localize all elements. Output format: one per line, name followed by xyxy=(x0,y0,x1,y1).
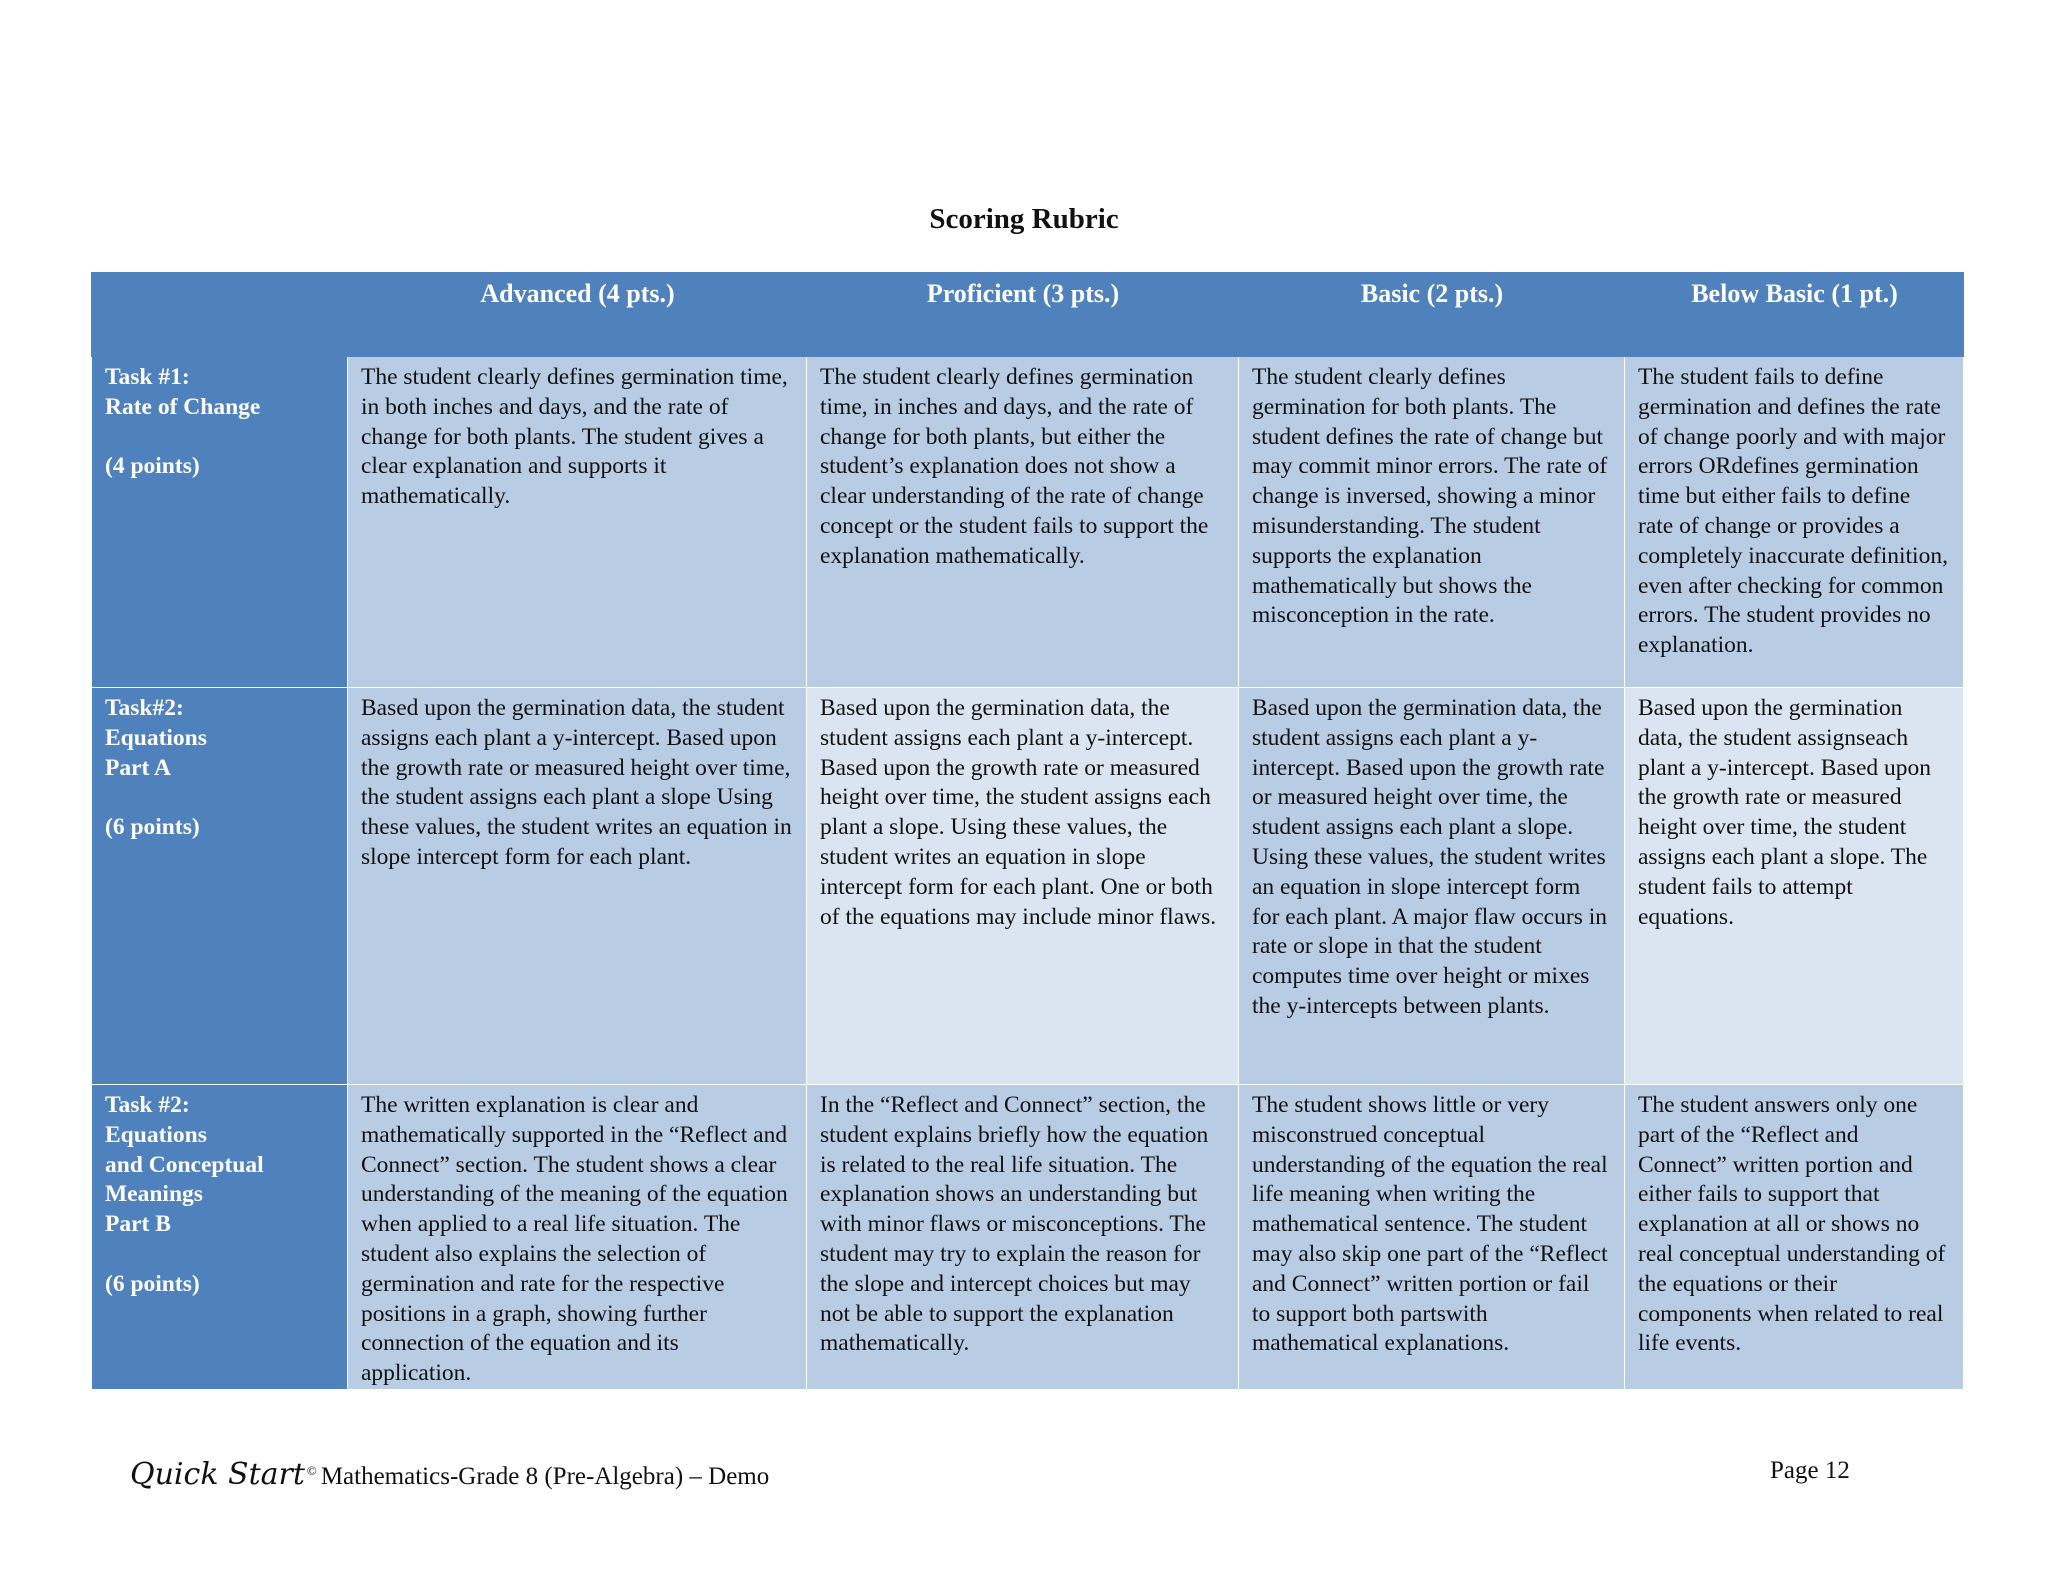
header-advanced: Advanced (4 pts.) xyxy=(348,273,807,357)
brand-logo-text: Quick Start xyxy=(130,1457,305,1492)
task-label: Task #2: Equations and Conceptual Meanings Part B (6 points) xyxy=(92,1085,348,1390)
table-cell: Based upon the germination data, the student assigns each plant a y-intercept. Based upon the growth rate or measured height over time, the student assigns each plant a slope. Using these values, the student writes an equation in slope intercept form for each plant. A major flaw occurs in rate or slope in that the student computes time over height or mixes the y-intercepts between plants. xyxy=(1239,688,1625,1085)
table-cell: The student clearly defines germination time, in both inches and days, and the rate of change for both plants. The student gives a clear explanation and supports it mathematically. xyxy=(348,357,807,688)
footer-subject: Mathematics-Grade 8 (Pre-Algebra) – Demo xyxy=(320,1463,770,1490)
table-row xyxy=(92,688,1964,1085)
task-label: Task #1: Rate of Change (4 points) xyxy=(92,357,348,688)
header-basic: Basic (2 pts.) xyxy=(1239,273,1625,357)
header-below-basic: Below Basic (1 pt.) xyxy=(1625,273,1964,357)
table-row xyxy=(92,357,1964,688)
table-cell: The student fails to define germination and defines the rate of change poorly and with major errors ORdefines germination time but either fails to define rate of change or provides a completely inaccurate definition, even after checking for common errors. The student provides no explanation. xyxy=(1625,357,1964,688)
header-proficient: Proficient (3 pts.) xyxy=(807,273,1239,357)
task-label: Task#2: Equations Part A (6 points) xyxy=(92,688,348,1085)
header-row xyxy=(92,273,1964,357)
page-number: Page 12 xyxy=(1770,1457,1850,1484)
table-cell: The student answers only one part of the “Reflect and Connect” written portion and either fails to support that explanation at all or shows no real conceptual understanding of the equations or their components when related to real life events. xyxy=(1625,1085,1964,1390)
scoring-rubric-table xyxy=(91,272,1964,1390)
footer-left xyxy=(130,1457,769,1492)
table-cell: Based upon the germination data, the student assigns each plant a y-intercept. Based upon the growth rate or measured height over time, the student assigns each plant a slope Using these values, the student writes an equation in slope intercept form for each plant. xyxy=(348,688,807,1085)
table-cell: In the “Reflect and Connect” section, the student explains briefly how the equation is related to the real life situation. The explanation shows an understanding but with minor flaws or misconceptions. The student may try to explain the reason for the slope and intercept choices but may not be able to support the explanation mathematically. xyxy=(807,1085,1239,1390)
table-cell: Based upon the germination data, the student assignseach plant a y-intercept. Based upon the growth rate or measured height over time, the student assigns each plant a slope. The student fails to attempt equations. xyxy=(1625,688,1964,1085)
table-cell: The student clearly defines germination time, in inches and days, and the rate of change for both plants, but either the student’s explanation does not show a clear understanding of the rate of change concept or the student fails to support the explanation mathematically. xyxy=(807,357,1239,688)
copyright-mark: © xyxy=(306,1462,317,1478)
table-cell: The student clearly defines germination for both plants. The student defines the rate of change but may commit minor errors. The rate of change is inversed, showing a minor misunderstanding. The student supports the explanation mathematically but shows the misconception in the rate. xyxy=(1239,357,1625,688)
table-cell: The student shows little or very misconstrued conceptual understanding of the equation the real life meaning when writing the mathematical sentence. The student may also skip one part of the “Reflect and Connect” written portion or fail to support both partswith mathematical explanations. xyxy=(1239,1085,1625,1390)
page-title: Scoring Rubric xyxy=(929,203,1119,235)
header-empty xyxy=(92,273,348,357)
table-cell: The written explanation is clear and mathematically supported in the “Reflect and Connect” section. The student shows a clear understanding of the meaning of the equation when applied to a real life situation. The student also explains the selection of germination and rate for the respective positions in a graph, showing further connection of the equation and its application. xyxy=(348,1085,807,1390)
table-cell: Based upon the germination data, the student assigns each plant a y-intercept. Based upon the growth rate or measured height over time, the student assigns each plant a slope. Using these values, the student writes an equation in slope intercept form for each plant. One or both of the equations may include minor flaws. xyxy=(807,688,1239,1085)
table-row xyxy=(92,1085,1964,1390)
